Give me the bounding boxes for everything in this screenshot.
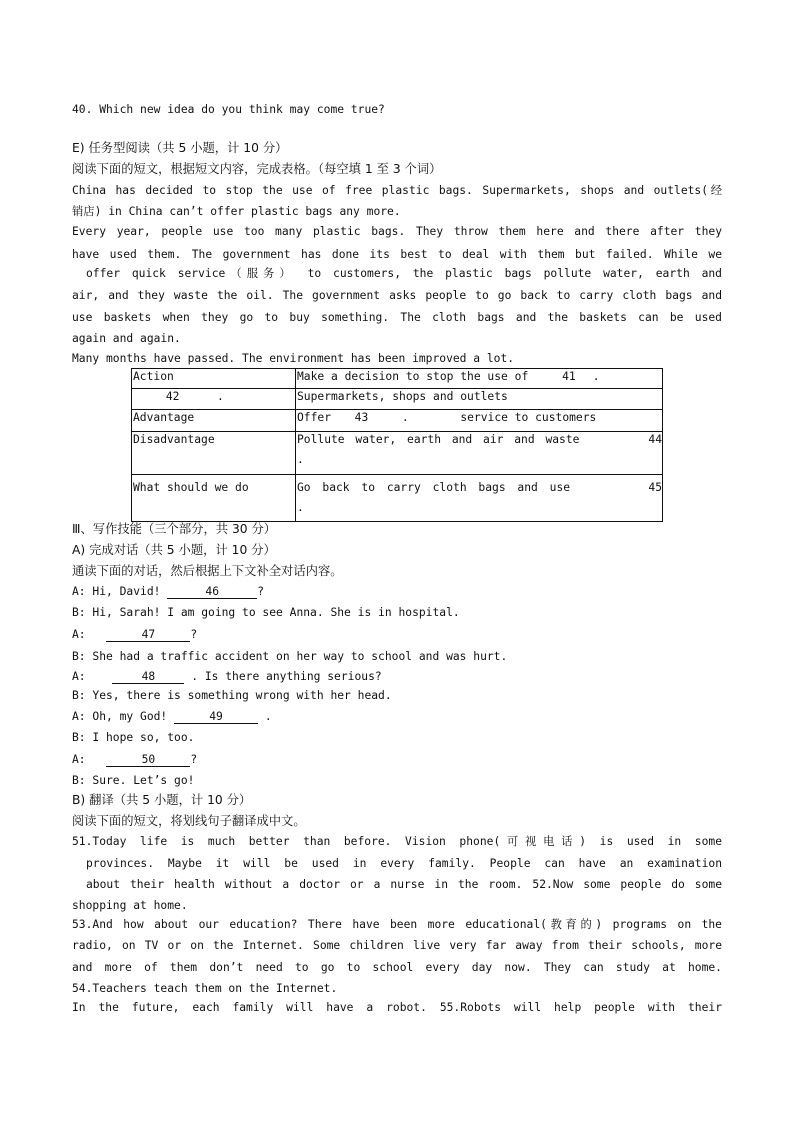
part-a-heading: A) 完成对话（共 5 小题，计 10 分）	[72, 543, 276, 557]
part-b-instruction: 阅读下面的短文，将划线句子翻译成中文。	[72, 814, 306, 828]
speaker-text: A: Hi, David!	[72, 585, 161, 598]
blank-47[interactable]: 47	[106, 628, 190, 642]
dialog-line	[72, 670, 722, 684]
dialog-line	[72, 628, 722, 642]
table-cell: Supermarkets, shops and outlets	[296, 389, 663, 410]
period: .	[297, 453, 304, 466]
passage-line: and more of them don’t need to go to school every day now. They can study at home.	[72, 961, 722, 974]
passage-line: about their health without a doctor or a nurse in the room. 52.Now some people do some	[86, 878, 722, 891]
table-row	[132, 475, 663, 522]
blank-44[interactable]: 44	[648, 433, 662, 446]
table-text: Pollute water, earth and air and waste	[297, 433, 580, 446]
passage-line: In the future, each family will have a robot. 55.Robots will help people with their	[72, 1001, 722, 1014]
passage-line: radio, on TV or on the Internet. Some children live very far away from their schools, more	[72, 939, 722, 952]
speaker-text: A:	[72, 670, 86, 683]
dialog-line: B: I hope so, too.	[72, 731, 195, 744]
punct: ?	[190, 753, 198, 766]
punct: ?	[190, 628, 198, 641]
table-cell	[296, 475, 663, 522]
period: .	[217, 390, 224, 403]
punct: . Is there anything serious?	[191, 670, 382, 683]
table-text: Make a decision to stop the use of	[297, 370, 529, 383]
dialog-line	[72, 585, 722, 599]
dialog-line: B: Hi, Sarah! I am going to see Anna. She is in hospital.	[72, 606, 460, 619]
part-a-instruction: 通读下面的对话，然后根据上下文补全对话内容。	[72, 564, 343, 578]
period: .	[401, 411, 409, 424]
blank-43[interactable]: 43	[354, 411, 369, 424]
passage-line: air, and they waste the oil. The government asks people to go back to carry cloth bags and	[72, 289, 722, 302]
passage-line: 54.Teachers teach them on the Internet.	[72, 982, 338, 995]
table-text: Go back to carry cloth bags and use	[297, 481, 571, 494]
table-row	[132, 432, 663, 475]
table-row	[132, 410, 663, 432]
section-e-heading: E) 任务型阅读（共 5 小题，计 10 分）	[72, 141, 288, 155]
blank-48[interactable]: 48	[112, 670, 184, 684]
table-row	[132, 389, 663, 410]
dialog-line: B: Yes, there is something wrong with her head.	[72, 689, 392, 702]
period: .	[297, 501, 304, 514]
punct: .	[264, 710, 272, 723]
speaker-text: A:	[72, 753, 86, 766]
speaker-text: A: Oh, my God!	[72, 710, 168, 723]
blank-49[interactable]: 49	[174, 710, 258, 724]
dialog-line	[72, 753, 722, 767]
passage-line: 销店) in China can’t offer plastic bags any more.	[72, 205, 401, 218]
passage-line: shopping at home.	[72, 899, 188, 912]
period: .	[592, 370, 600, 383]
table-text: Offer	[297, 411, 332, 424]
passage-line: provinces. Maybe it will be used in every family. People can have an examination	[86, 857, 722, 870]
table-cell	[296, 410, 663, 432]
passage-line: 53.And how about our education? There have been more educational(教育的) programs on the	[72, 918, 722, 931]
table-cell-what-to-do: What should we do	[132, 475, 296, 522]
table-row	[132, 369, 663, 389]
table-cell	[132, 389, 296, 410]
punct: ?	[257, 585, 265, 598]
passage-line: Every year, people use too many plastic bags. They throw them here and there after they	[72, 225, 722, 238]
passage-line: China has decided to stop the use of free plastic bags. Supermarkets, shops and outlets(经	[72, 184, 722, 197]
blank-42[interactable]: 42	[165, 390, 180, 403]
section-e-instruction: 阅读下面的短文，根据短文内容，完成表格。（每空填 1 至 3 个词）	[72, 162, 442, 176]
table-cell-advantage: Advantage	[132, 410, 296, 432]
dialog-line: B: Sure. Let’s go!	[72, 774, 195, 787]
dialog-line: B: She had a traffic accident on her way to school and was hurt.	[72, 650, 508, 663]
table-cell-disadvantage: Disadvantage	[132, 432, 296, 475]
task-table	[131, 368, 663, 522]
question-40: 40. Which new idea do you think may come true?	[72, 103, 385, 116]
passage-line: 51.Today life is much better than before. Vision phone(可视电话) is used in some	[72, 835, 722, 848]
table-cell-action: Action	[132, 369, 296, 389]
blank-50[interactable]: 50	[106, 753, 190, 767]
passage-line: use baskets when they go to buy something. The cloth bags and the baskets can be used	[72, 311, 722, 324]
passage-line: again and again.	[72, 332, 181, 345]
passage-line: offer quick service（服务） to customers, the plastic bags pollute water, earth and	[86, 267, 722, 280]
table-cell	[296, 369, 663, 389]
part-b-heading: B) 翻译（共 5 小题，计 10 分）	[72, 793, 252, 807]
table-text: service to customers	[460, 411, 597, 424]
passage-line: have used them. The government has done its best to deal with them but failed. While we	[72, 248, 722, 261]
blank-46[interactable]: 46	[167, 585, 257, 599]
blank-41[interactable]: 41	[562, 370, 576, 383]
dialog-line	[72, 710, 722, 724]
passage-line: Many months have passed. The environment has been improved a lot.	[72, 352, 515, 365]
section-iii-heading: Ⅲ、写作技能（三个部分，共 30 分）	[72, 522, 277, 536]
blank-45[interactable]: 45	[648, 481, 662, 494]
table-cell	[296, 432, 663, 475]
speaker-text: A:	[72, 628, 86, 641]
